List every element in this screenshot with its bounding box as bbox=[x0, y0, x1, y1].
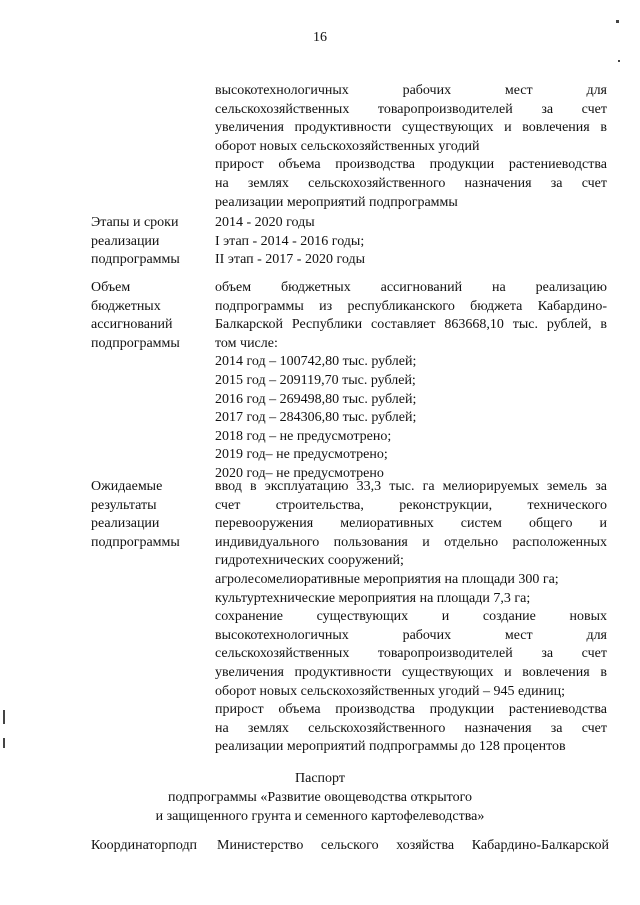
text-line: счет строительства, реконструкции, технического bbox=[215, 497, 607, 513]
text-line: 2019 год– не предусмотрено; bbox=[215, 447, 388, 463]
label-line: ассигнований bbox=[91, 317, 173, 333]
text-line: том числе: bbox=[215, 335, 278, 351]
section-text-budget bbox=[215, 279, 607, 484]
text-line: Балкарской Республики составляет 863668,10 тыс. рублей, в bbox=[215, 317, 607, 333]
label-line: Ожидаемые bbox=[91, 479, 163, 494]
text-line: увеличения продуктивности существующих и вовлечения в bbox=[215, 120, 607, 136]
text-line: 2017 год – 284306,80 тыс. рублей; bbox=[215, 410, 417, 426]
text-line: индивидуального пользования и отдельно расположенных bbox=[215, 534, 607, 550]
text-line: агролесомелиоративные мероприятия на площади 300 га; bbox=[215, 571, 559, 587]
text-line: подпрограммы из республиканского бюджета Кабардино- bbox=[215, 298, 607, 314]
text-line: реализации мероприятий подпрограммы до 128 процентов bbox=[215, 739, 566, 755]
text-line: культуртехнические мероприятия на площади 7,3 га; bbox=[215, 590, 531, 606]
passport-subtitle-line-1: подпрограммы «Развитие овощеводства открытого bbox=[168, 790, 472, 805]
text-line: на землях сельскохозяйственного назначения за счет bbox=[215, 175, 607, 191]
text-line: 2016 год – 269498,80 тыс. рублей; bbox=[215, 391, 417, 407]
passport-subtitle-line-2: и защищенного грунта и семенного картофелеводства» bbox=[155, 809, 485, 824]
text-line: 2020 год– не предусмотрено bbox=[215, 465, 384, 481]
section-label-budget bbox=[91, 279, 206, 353]
text-line: прирост объема производства продукции растениеводства bbox=[215, 702, 607, 718]
scan-mark-left-1 bbox=[3, 710, 5, 724]
label-line: бюджетных bbox=[91, 298, 161, 314]
scan-mark-left-2 bbox=[3, 738, 5, 748]
coordinator-label: Координаторподп bbox=[91, 838, 198, 853]
text-line: увеличения продуктивности существующих и вовлечения в bbox=[215, 664, 607, 680]
label-line: подпрограммы bbox=[91, 252, 180, 268]
text-line: высокотехнологичных рабочих мест для bbox=[215, 627, 607, 643]
text-line: ввод в эксплуатацию 33,3 тыс. га мелиорируемых земель за bbox=[215, 479, 607, 494]
text-line: сельскохозяйственных товаропроизводителей за счет bbox=[215, 646, 607, 662]
label-line: подпрограммы bbox=[91, 335, 180, 351]
label-line: результаты bbox=[91, 497, 157, 513]
label-line: реализации bbox=[91, 233, 160, 249]
text-line: оборот новых сельскохозяйственных угодий bbox=[215, 138, 480, 154]
text-line: прирост объема производства продукции растениеводства bbox=[215, 157, 607, 173]
text-line: оборот новых сельскохозяйственных угодий – 945 единиц; bbox=[215, 683, 565, 699]
scan-mark-right bbox=[618, 60, 620, 62]
section-text-results bbox=[215, 478, 607, 757]
coordinator-text: Министерство сельского хозяйства Кабардино-Балкарской bbox=[217, 838, 609, 853]
text-line: I этап - 2014 - 2016 годы; bbox=[215, 233, 365, 249]
text-line: 2018 год – не предусмотрено; bbox=[215, 428, 392, 444]
text-line: высокотехнологичных рабочих мест для bbox=[215, 83, 607, 98]
text-line: сохранение существующих и создание новых bbox=[215, 609, 607, 625]
text-line: гидротехнических сооружений; bbox=[215, 553, 404, 569]
passport-title: Паспорт bbox=[295, 771, 345, 786]
text-line: II этап - 2017 - 2020 годы bbox=[215, 252, 365, 268]
top-continuation-text bbox=[215, 82, 607, 212]
text-line: на землях сельскохозяйственного назначения за счет bbox=[215, 720, 607, 736]
label-line: Объем bbox=[91, 280, 131, 295]
label-line: реализации bbox=[91, 516, 160, 532]
section-label-stages bbox=[91, 214, 206, 270]
text-line: сельскохозяйственных товаропроизводителей за счет bbox=[215, 101, 607, 117]
text-line: реализации мероприятий подпрограммы bbox=[215, 194, 458, 210]
text-line: 2014 - 2020 годы bbox=[215, 215, 315, 230]
scan-mark-top-right bbox=[616, 20, 619, 23]
text-line: 2015 год – 209119,70 тыс. рублей; bbox=[215, 372, 416, 388]
section-text-stages bbox=[215, 214, 607, 270]
label-line: подпрограммы bbox=[91, 534, 180, 550]
section-label-results bbox=[91, 478, 206, 552]
text-line: перевооружения мелиоративных систем общего и bbox=[215, 516, 607, 532]
text-line: объем бюджетных ассигнований на реализацию bbox=[215, 280, 607, 295]
label-line: Этапы и сроки bbox=[91, 215, 179, 230]
page-number: 16 bbox=[313, 30, 327, 45]
text-line: 2014 год – 100742,80 тыс. рублей; bbox=[215, 354, 417, 370]
